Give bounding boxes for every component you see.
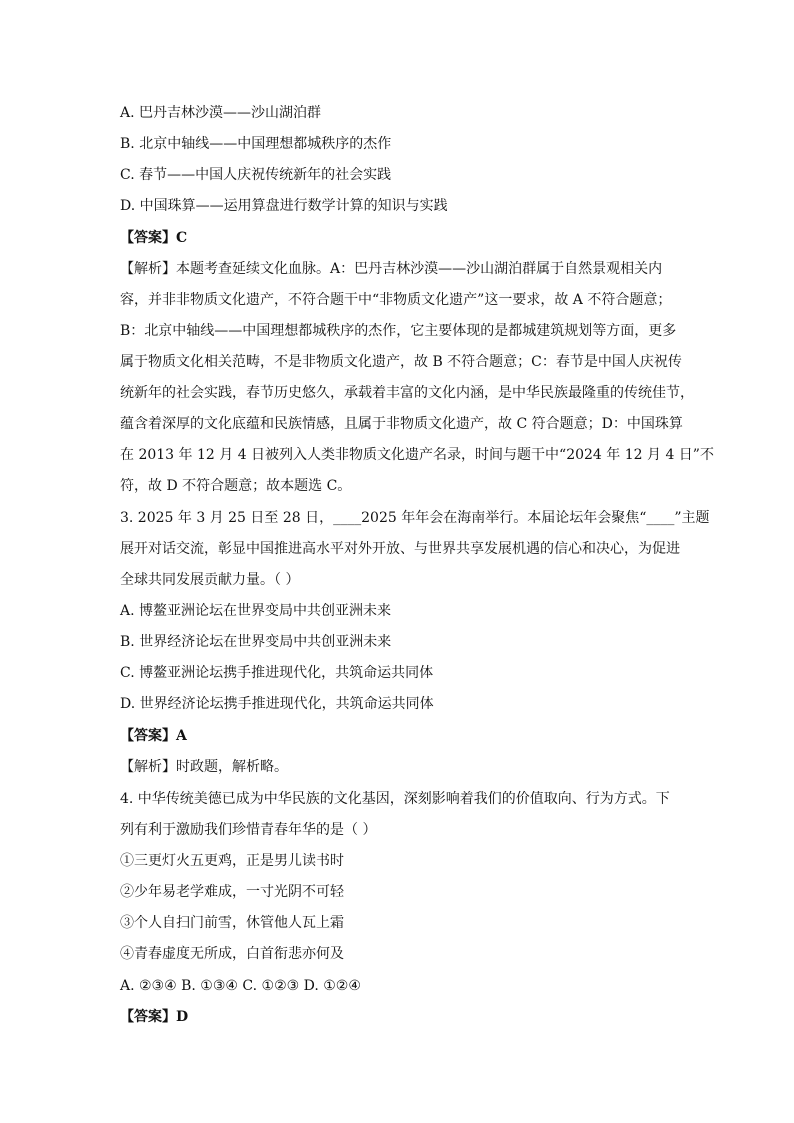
q4-item-3: ③个人自扫门前雪，休管他人瓦上霜 — [120, 915, 344, 931]
q2-answer: 【答案】C — [120, 230, 188, 246]
q3-answer: 【答案】A — [120, 728, 187, 744]
q2-analysis-line: 容，并非非物质文化遗产，不符合题干中“非物质文化遗产”这一要求，故 A 不符合题意； — [120, 292, 672, 308]
q3-stem-line: 全球共同发展贡献力量。（ ） — [120, 572, 300, 588]
q2-option-c: C. 春节——中国人庆祝传统新年的社会实践 — [120, 167, 392, 183]
q2-option-d: D. 中国珠算——运用算盘进行数学计算的知识与实践 — [120, 198, 448, 214]
q2-analysis-line: 在 2013 年 12 月 4 日被列入人类非物质文化遗产名录，时间与题干中“2024 年 12 月 4 日”不 — [120, 447, 714, 463]
q4-item-1: ①三更灯火五更鸡，正是男儿读书时 — [120, 853, 344, 869]
q3-analysis: 【解析】时政题，解析略。 — [120, 759, 288, 775]
q4-options: A. ②③④ B. ①③④ C. ①②③ D. ①②④ — [120, 978, 361, 994]
q4-stem-line: 列有利于激励我们珍惜青春年华的是（ ） — [120, 822, 377, 838]
q2-analysis-line: 属于物质文化相关范畴，不是非物质文化遗产，故 B 不符合题意；C：春节是中国人庆祝传 — [120, 354, 682, 370]
q3-stem-line: 展开对话交流，彰显中国推进高水平对外开放、与世界共享发展机遇的信心和决心，为促进 — [120, 541, 680, 557]
q2-option-a: A. 巴丹吉林沙漠——沙山湖泊群 — [120, 105, 322, 121]
q2-analysis-line: 蕴含着深厚的文化底蕴和民族情感，且属于非物质文化遗产，故 C 符合题意；D：中国珠算 — [120, 416, 683, 432]
q3-option-d: D. 世界经济论坛携手推进现代化，共筑命运共同体 — [120, 696, 434, 712]
q2-analysis-line: 【解析】本题考查延续文化血脉。A：巴丹吉林沙漠——沙山湖泊群属于自然景观相关内 — [120, 261, 663, 277]
q4-stem-line: 4. 中华传统美德已成为中华民族的文化基因，深刻影响着我们的价值取向、行为方式。下 — [120, 791, 670, 807]
q3-stem-line: 3. 2025 年 3 月 25 日至 28 日，____2025 年年会在海南举行。本届论坛年会聚焦“____”主题 — [120, 510, 710, 526]
q2-analysis-line: 统新年的社会实践，春节历史悠久，承载着丰富的文化内涵，是中华民族最隆重的传统佳节， — [120, 385, 694, 401]
q2-analysis-line: 符，故 D 不符合题意；故本题选 C。 — [120, 478, 352, 494]
q4-answer: 【答案】D — [120, 1009, 189, 1025]
q4-item-4: ④青春虚度无所成，白首衔悲亦何及 — [120, 946, 344, 962]
q2-analysis-line: B：北京中轴线——中国理想都城秩序的杰作，它主要体现的是都城建筑规划等方面，更多 — [120, 323, 677, 339]
q3-option-c: C. 博鳌亚洲论坛携手推进现代化，共筑命运共同体 — [120, 665, 434, 681]
q3-option-a: A. 博鳌亚洲论坛在世界变局中共创亚洲未来 — [120, 603, 392, 619]
q3-option-b: B. 世界经济论坛在世界变局中共创亚洲未来 — [120, 634, 392, 650]
q2-option-b: B. 北京中轴线——中国理想都城秩序的杰作 — [120, 136, 392, 152]
q4-item-2: ②少年易老学难成，一寸光阴不可轻 — [120, 884, 344, 900]
